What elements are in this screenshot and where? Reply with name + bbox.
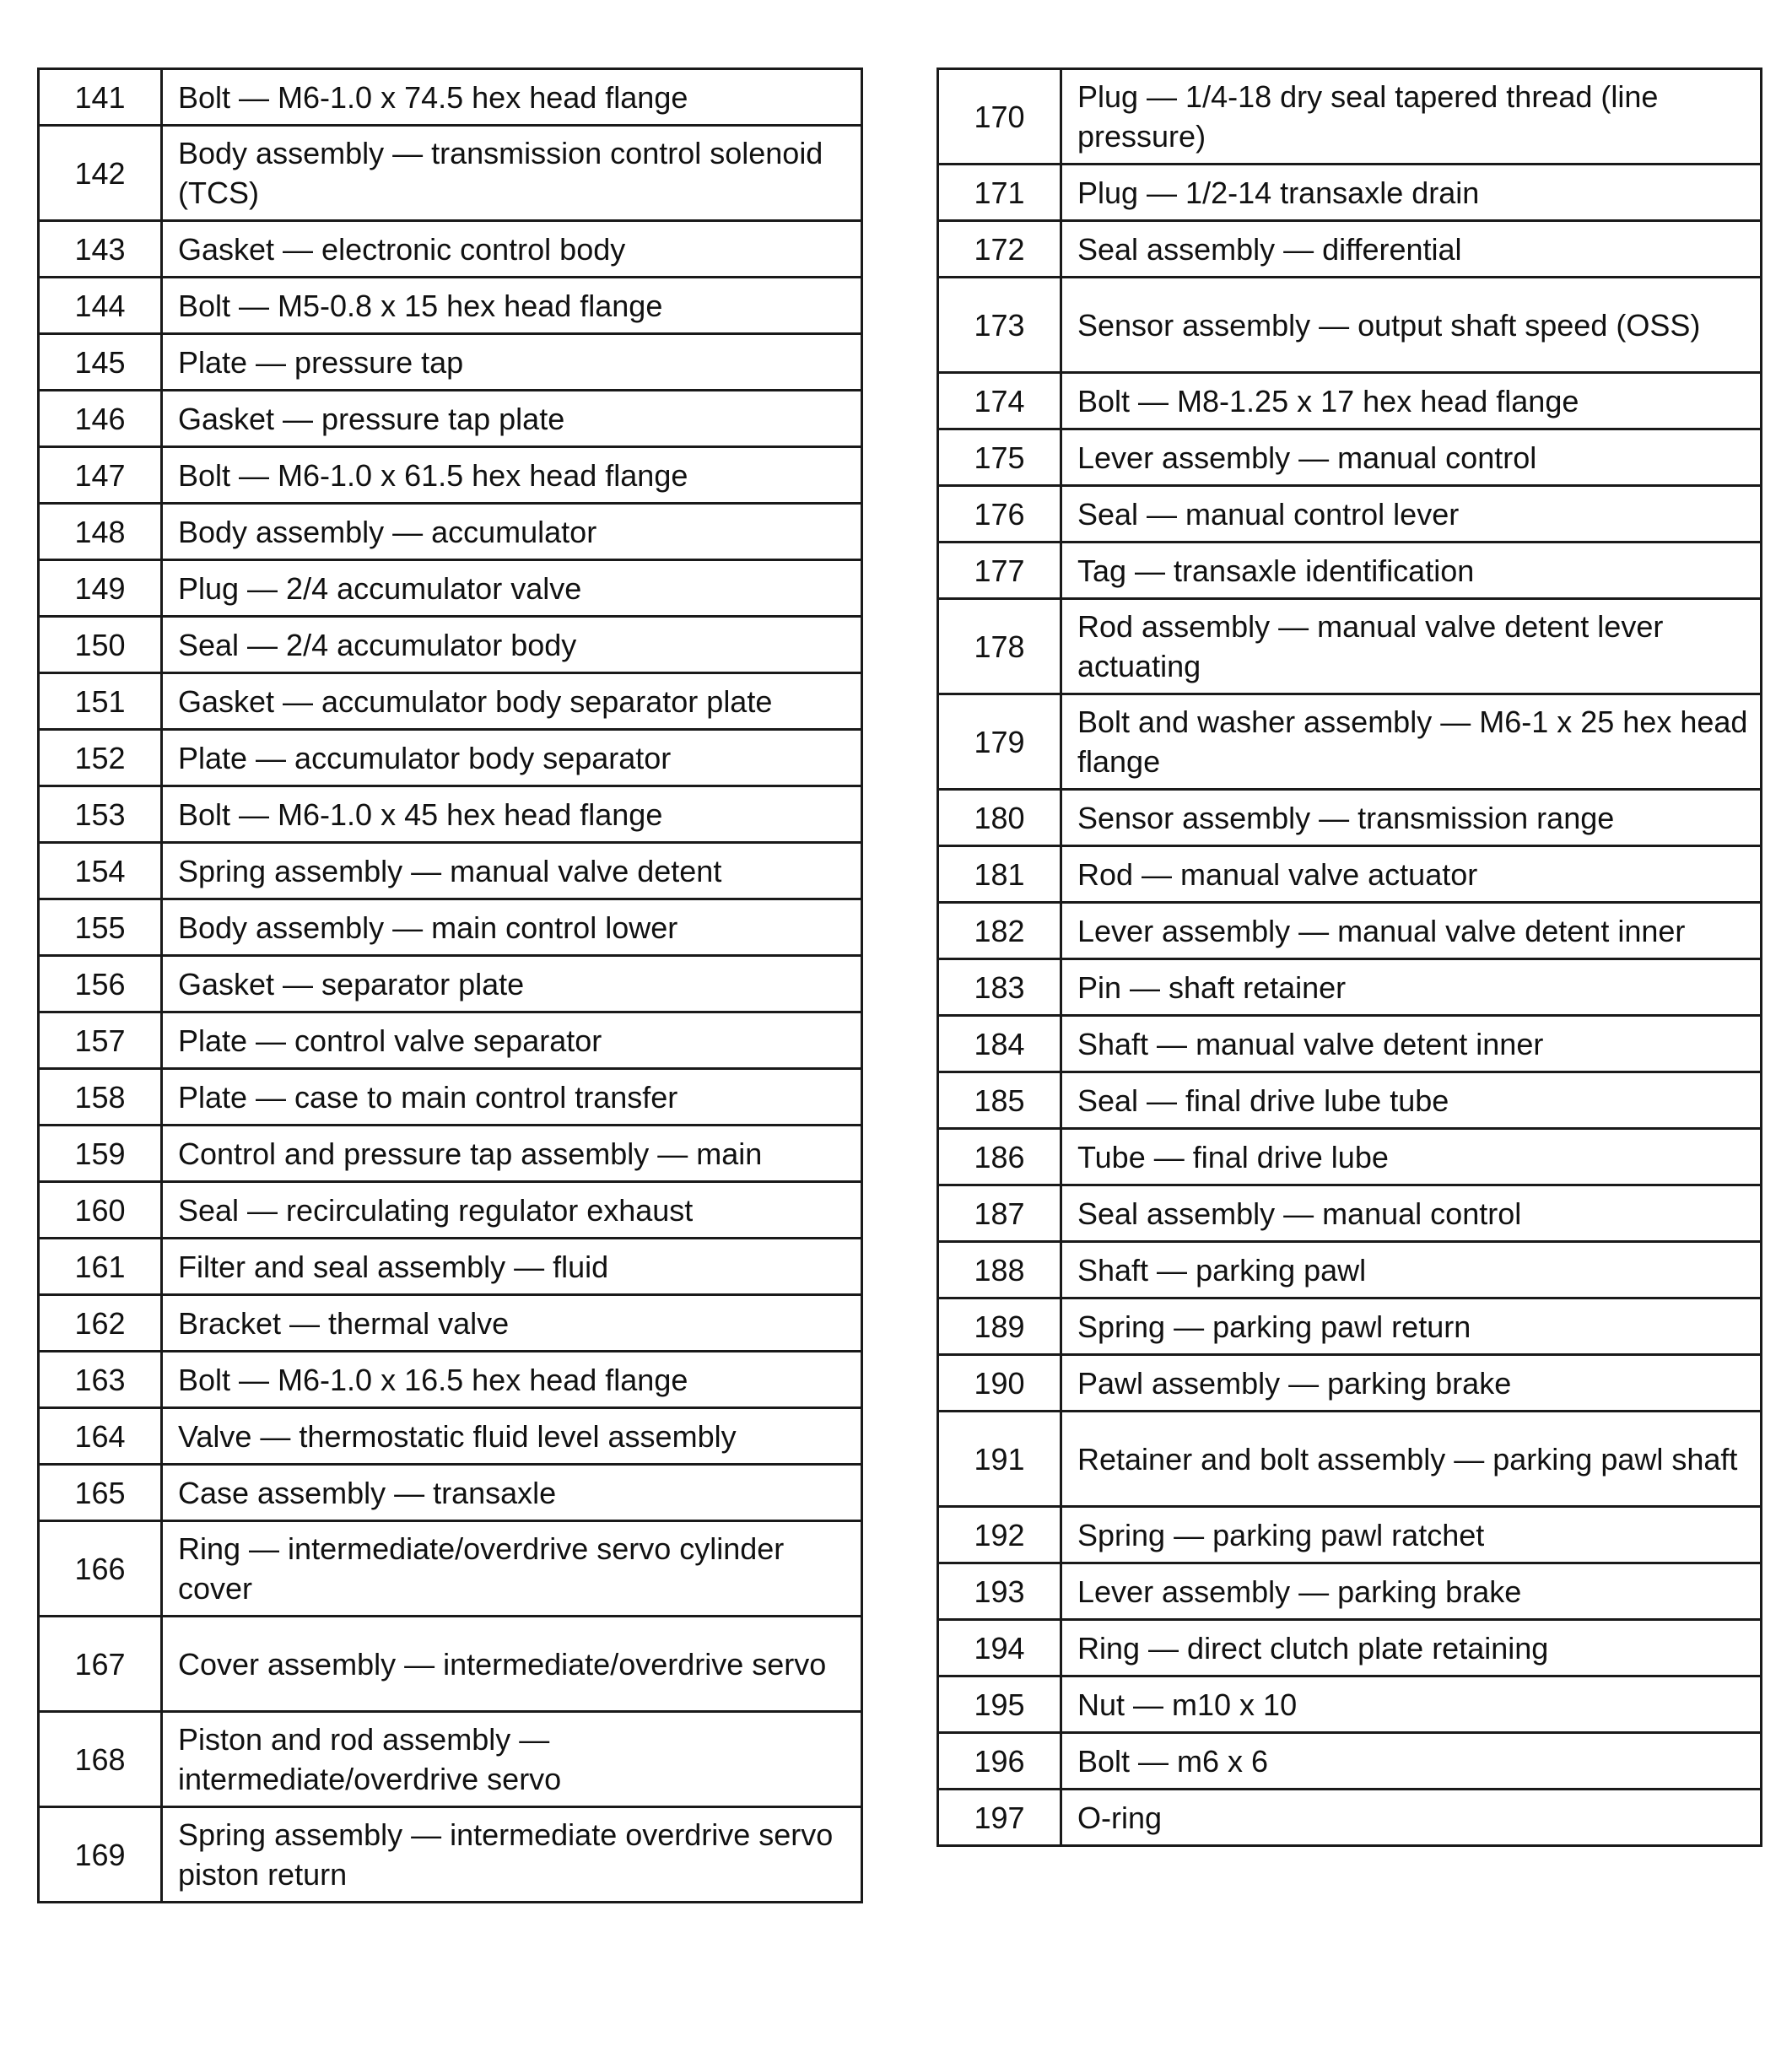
part-description: Sensor assembly — transmission range	[1061, 790, 1762, 846]
part-description: Spring assembly — manual valve detent	[162, 843, 862, 899]
part-description: O-ring	[1061, 1790, 1762, 1846]
part-number: 190	[938, 1355, 1061, 1412]
part-number: 185	[938, 1072, 1061, 1129]
part-description: Shaft — manual valve detent inner	[1061, 1016, 1762, 1072]
part-description: Gasket — electronic control body	[162, 221, 862, 278]
part-number: 161	[39, 1239, 162, 1295]
table-row	[938, 1355, 1762, 1412]
part-description: Spring — parking pawl return	[1061, 1298, 1762, 1355]
table-row	[938, 1298, 1762, 1355]
part-description: Body assembly — transmission control solenoid (TCS)	[162, 126, 862, 221]
part-number: 196	[938, 1733, 1061, 1790]
part-number: 142	[39, 126, 162, 221]
part-number: 156	[39, 956, 162, 1012]
part-description: Rod assembly — manual valve detent lever actuating	[1061, 599, 1762, 694]
part-number: 163	[39, 1352, 162, 1408]
part-number: 167	[39, 1617, 162, 1712]
part-description: Plate — pressure tap	[162, 334, 862, 391]
part-number: 180	[938, 790, 1061, 846]
part-description: Plug — 1/2-14 transaxle drain	[1061, 165, 1762, 221]
part-number: 147	[39, 447, 162, 504]
parts-table-right	[936, 67, 1762, 1847]
table-row	[938, 1790, 1762, 1846]
table-row	[39, 1012, 862, 1069]
table-row	[938, 1620, 1762, 1676]
table-row	[39, 126, 862, 221]
part-number: 187	[938, 1185, 1061, 1242]
table-row	[39, 1465, 862, 1521]
table-row	[39, 899, 862, 956]
part-number: 164	[39, 1408, 162, 1465]
part-description: Cover assembly — intermediate/overdrive servo	[162, 1617, 862, 1712]
part-number: 181	[938, 846, 1061, 903]
part-description: Bolt — M6-1.0 x 74.5 hex head flange	[162, 69, 862, 126]
part-description: Nut — m10 x 10	[1061, 1676, 1762, 1733]
table-row	[39, 1069, 862, 1126]
part-number: 149	[39, 560, 162, 617]
table-row	[938, 599, 1762, 694]
part-number: 169	[39, 1807, 162, 1903]
table-row	[938, 1563, 1762, 1620]
part-description: Shaft — parking pawl	[1061, 1242, 1762, 1298]
part-description: Seal — manual control lever	[1061, 486, 1762, 543]
table-row	[938, 1072, 1762, 1129]
table-row	[938, 1412, 1762, 1507]
table-row	[938, 694, 1762, 790]
part-description: Bolt and washer assembly — M6-1 x 25 hex head flange	[1061, 694, 1762, 790]
part-description: Filter and seal assembly — fluid	[162, 1239, 862, 1295]
part-number: 191	[938, 1412, 1061, 1507]
table-row	[39, 391, 862, 447]
table-row	[938, 790, 1762, 846]
part-description: Seal — final drive lube tube	[1061, 1072, 1762, 1129]
table-row	[39, 673, 862, 730]
part-number: 148	[39, 504, 162, 560]
part-description: Tag — transaxle identification	[1061, 543, 1762, 599]
part-number: 157	[39, 1012, 162, 1069]
part-number: 176	[938, 486, 1061, 543]
part-description: Lever assembly — parking brake	[1061, 1563, 1762, 1620]
part-number: 158	[39, 1069, 162, 1126]
part-description: Spring — parking pawl ratchet	[1061, 1507, 1762, 1563]
table-row	[39, 278, 862, 334]
part-number: 178	[938, 599, 1061, 694]
table-row	[938, 1676, 1762, 1733]
part-description: Bolt — m6 x 6	[1061, 1733, 1762, 1790]
table-row	[39, 1126, 862, 1182]
part-number: 141	[39, 69, 162, 126]
part-description: Pin — shaft retainer	[1061, 959, 1762, 1016]
table-row	[39, 1521, 862, 1617]
table-row	[39, 730, 862, 786]
table-row	[39, 843, 862, 899]
part-description: Plate — control valve separator	[162, 1012, 862, 1069]
table-row	[39, 69, 862, 126]
part-number: 188	[938, 1242, 1061, 1298]
part-number: 165	[39, 1465, 162, 1521]
part-number: 193	[938, 1563, 1061, 1620]
part-description: Gasket — accumulator body separator plate	[162, 673, 862, 730]
part-number: 160	[39, 1182, 162, 1239]
part-description: Pawl assembly — parking brake	[1061, 1355, 1762, 1412]
part-number: 197	[938, 1790, 1061, 1846]
table-row	[938, 846, 1762, 903]
part-description: Seal assembly — manual control	[1061, 1185, 1762, 1242]
part-number: 162	[39, 1295, 162, 1352]
part-description: Retainer and bolt assembly — parking pawl shaft	[1061, 1412, 1762, 1507]
table-row	[938, 69, 1762, 165]
part-number: 174	[938, 373, 1061, 429]
table-row	[39, 447, 862, 504]
part-description: Spring assembly — intermediate overdrive servo piston return	[162, 1807, 862, 1903]
part-number: 151	[39, 673, 162, 730]
part-number: 182	[938, 903, 1061, 959]
table-row	[39, 956, 862, 1012]
table-row	[39, 1352, 862, 1408]
part-number: 146	[39, 391, 162, 447]
part-number: 144	[39, 278, 162, 334]
part-number: 145	[39, 334, 162, 391]
table-row	[938, 429, 1762, 486]
table-row	[938, 165, 1762, 221]
part-description: Bolt — M6-1.0 x 45 hex head flange	[162, 786, 862, 843]
part-description: Bolt — M5-0.8 x 15 hex head flange	[162, 278, 862, 334]
part-description: Body assembly — accumulator	[162, 504, 862, 560]
part-number: 184	[938, 1016, 1061, 1072]
part-description: Bracket — thermal valve	[162, 1295, 862, 1352]
part-description: Plug — 1/4-18 dry seal tapered thread (line pressure)	[1061, 69, 1762, 165]
part-description: Control and pressure tap assembly — main	[162, 1126, 862, 1182]
table-row	[39, 560, 862, 617]
part-number: 192	[938, 1507, 1061, 1563]
part-description: Seal — recirculating regulator exhaust	[162, 1182, 862, 1239]
part-description: Lever assembly — manual valve detent inner	[1061, 903, 1762, 959]
part-description: Ring — direct clutch plate retaining	[1061, 1620, 1762, 1676]
part-description: Bolt — M6-1.0 x 16.5 hex head flange	[162, 1352, 862, 1408]
part-number: 155	[39, 899, 162, 956]
part-number: 177	[938, 543, 1061, 599]
part-description: Body assembly — main control lower	[162, 899, 862, 956]
table-row	[39, 334, 862, 391]
part-number: 171	[938, 165, 1061, 221]
table-row	[39, 786, 862, 843]
part-description: Case assembly — transaxle	[162, 1465, 862, 1521]
part-description: Gasket — separator plate	[162, 956, 862, 1012]
table-row	[39, 1239, 862, 1295]
part-number: 150	[39, 617, 162, 673]
table-row	[938, 1242, 1762, 1298]
part-description: Seal assembly — differential	[1061, 221, 1762, 278]
part-description: Bolt — M8-1.25 x 17 hex head flange	[1061, 373, 1762, 429]
table-row	[938, 1733, 1762, 1790]
table-row	[938, 543, 1762, 599]
part-number: 194	[938, 1620, 1061, 1676]
part-description: Plug — 2/4 accumulator valve	[162, 560, 862, 617]
part-description: Valve — thermostatic fluid level assembly	[162, 1408, 862, 1465]
part-number: 175	[938, 429, 1061, 486]
part-description: Lever assembly — manual control	[1061, 429, 1762, 486]
table-row	[938, 1016, 1762, 1072]
part-number: 168	[39, 1712, 162, 1807]
part-description: Gasket — pressure tap plate	[162, 391, 862, 447]
table-row	[938, 373, 1762, 429]
table-row	[39, 221, 862, 278]
part-number: 153	[39, 786, 162, 843]
table-row	[938, 486, 1762, 543]
part-number: 172	[938, 221, 1061, 278]
part-number: 170	[938, 69, 1061, 165]
table-row	[938, 278, 1762, 373]
part-number: 186	[938, 1129, 1061, 1185]
part-number: 143	[39, 221, 162, 278]
part-number: 166	[39, 1521, 162, 1617]
part-number: 159	[39, 1126, 162, 1182]
part-number: 173	[938, 278, 1061, 373]
part-number: 152	[39, 730, 162, 786]
part-number: 195	[938, 1676, 1061, 1733]
table-row	[938, 221, 1762, 278]
table-row	[39, 1295, 862, 1352]
part-description: Plate — case to main control transfer	[162, 1069, 862, 1126]
table-row	[938, 1129, 1762, 1185]
part-number: 189	[938, 1298, 1061, 1355]
part-number: 183	[938, 959, 1061, 1016]
part-description: Seal — 2/4 accumulator body	[162, 617, 862, 673]
part-number: 154	[39, 843, 162, 899]
table-row	[938, 1507, 1762, 1563]
parts-table-left	[37, 67, 863, 1903]
table-row	[39, 617, 862, 673]
part-description: Sensor assembly — output shaft speed (OSS)	[1061, 278, 1762, 373]
table-row	[938, 1185, 1762, 1242]
part-description: Ring — intermediate/overdrive servo cylinder cover	[162, 1521, 862, 1617]
table-row	[39, 1712, 862, 1807]
part-description: Piston and rod assembly — intermediate/overdrive servo	[162, 1712, 862, 1807]
table-row	[938, 959, 1762, 1016]
part-description: Rod — manual valve actuator	[1061, 846, 1762, 903]
table-row	[39, 1617, 862, 1712]
part-description: Bolt — M6-1.0 x 61.5 hex head flange	[162, 447, 862, 504]
table-row	[39, 504, 862, 560]
part-description: Plate — accumulator body separator	[162, 730, 862, 786]
table-row	[938, 903, 1762, 959]
part-number: 179	[938, 694, 1061, 790]
table-row	[39, 1182, 862, 1239]
table-row	[39, 1807, 862, 1903]
table-row	[39, 1408, 862, 1465]
part-description: Tube — final drive lube	[1061, 1129, 1762, 1185]
